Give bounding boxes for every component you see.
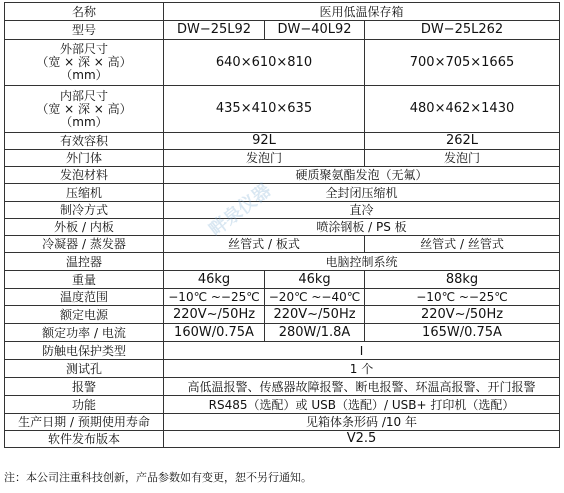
alarm-value: 高低温报警、传感器故障报警、断电报警、环温高报警、开门报警 [164, 378, 560, 396]
table-row [5, 324, 560, 342]
table-row [5, 378, 560, 396]
rated-power-2: 280W/1.8A [265, 324, 365, 342]
row-label-weight: 重量 [5, 271, 164, 289]
table-row [5, 431, 560, 448]
row-label-temp-range: 温度范围 [5, 289, 164, 306]
inner-size-small: 435×410×635 [164, 86, 365, 133]
shock-value: I [164, 342, 560, 360]
row-label-model: 型号 [5, 21, 164, 40]
watermark-logo: 畔泉仪器 [205, 179, 276, 241]
row-label-power-supply: 额定电源 [5, 306, 164, 324]
row-label-rated-power: 额定功率 / 电流 [5, 324, 164, 342]
row-label-inner-size [5, 86, 164, 133]
power-supply-2: 220V~/50Hz [265, 306, 365, 324]
row-label-outer-size [5, 40, 164, 86]
product-name: 医用低温保存箱 [164, 3, 560, 21]
table-row [5, 396, 560, 414]
model-3: DW−25L262 [365, 21, 560, 40]
table-row [5, 253, 560, 271]
row-label-compressor: 压缩机 [5, 184, 164, 202]
capacity-small: 92L [164, 133, 365, 150]
table-row [5, 306, 560, 324]
table-row [5, 236, 560, 253]
row-label-door: 外门体 [5, 150, 164, 167]
row-label-shock: 防触电保护类型 [5, 342, 164, 360]
row-label-production: 生产日期 / 预期使用寿命 [5, 414, 164, 431]
outer-size-label-line2: （宽 × 深 × 高） [36, 55, 132, 69]
table-row [5, 219, 560, 236]
row-label-foam: 发泡材料 [5, 167, 164, 184]
capacity-large: 262L [365, 133, 560, 150]
compressor-value: 全封闭压缩机 [164, 184, 560, 202]
footnote: 注：本公司注重科技创新，产品参数如有变更，恕不另行通知。 [4, 471, 312, 484]
table-row [5, 21, 560, 40]
weight-3: 88kg [365, 271, 560, 289]
power-supply-1: 220V~/50Hz [164, 306, 265, 324]
software-value: V2.5 [164, 431, 560, 448]
table-row [5, 133, 560, 150]
rated-power-3: 165W/0.75A [365, 324, 560, 342]
row-label-panels: 外板 / 内板 [5, 219, 164, 236]
model-1: DW−25L92 [164, 21, 265, 40]
table-row [5, 360, 560, 378]
inner-size-label-line3: （mm） [60, 114, 108, 129]
temp-range-1: −10℃ ~−25℃ [164, 289, 265, 306]
door-small: 发泡门 [164, 150, 365, 167]
production-value: 见箱体条形码 /10 年 [164, 414, 560, 431]
door-large: 发泡门 [365, 150, 560, 167]
condenser-large: 丝管式 / 丝管式 [365, 236, 560, 253]
row-label-cooling: 制冷方式 [5, 202, 164, 219]
condenser-small: 丝管式 / 板式 [164, 236, 365, 253]
table-row [5, 414, 560, 431]
test-hole-value: 1 个 [164, 360, 560, 378]
outer-size-label-line1: 外部尺寸 [59, 42, 108, 56]
table-row [5, 86, 560, 133]
weight-1: 46kg [164, 271, 265, 289]
controller-value: 电脑控制系统 [164, 253, 560, 271]
foam-value: 硬质聚氨酯发泡（无氟） [164, 167, 560, 184]
table-row [5, 40, 560, 86]
weight-2: 46kg [265, 271, 365, 289]
table-row [5, 3, 560, 21]
cooling-value: 直冷 [164, 202, 560, 219]
row-label-software: 软件发布版本 [5, 431, 164, 448]
table-row [5, 289, 560, 306]
inner-size-label-line1: 内部尺寸 [59, 88, 108, 103]
row-label-capacity: 有效容积 [5, 133, 164, 150]
row-label-alarm: 报警 [5, 378, 164, 396]
inner-size-label-line2: （宽 × 深 × 高） [36, 101, 132, 116]
row-label-condenser: 冷凝器 / 蒸发器 [5, 236, 164, 253]
temp-range-2: −20℃ ~−40℃ [265, 289, 365, 306]
outer-size-small: 640×610×810 [164, 40, 365, 86]
row-label-controller: 温控器 [5, 253, 164, 271]
function-value: RS485（选配）或 USB（选配）/ USB+ 打印机（选配） [164, 396, 560, 414]
table-row [5, 150, 560, 167]
table-row [5, 184, 560, 202]
row-label-function: 功能 [5, 396, 164, 414]
power-supply-3: 220V~/50Hz [365, 306, 560, 324]
table-row [5, 167, 560, 184]
spec-table [4, 2, 560, 448]
outer-size-large: 700×705×1665 [365, 40, 560, 86]
row-label-name: 名称 [5, 3, 164, 21]
table-row [5, 202, 560, 219]
table-row [5, 271, 560, 289]
model-2: DW−40L92 [265, 21, 365, 40]
rated-power-1: 160W/0.75A [164, 324, 265, 342]
panels-value: 喷涂钢板 / PS 板 [164, 219, 560, 236]
temp-range-3: −10℃ ~−25℃ [365, 289, 560, 306]
table-row [5, 342, 560, 360]
row-label-test-hole: 测试孔 [5, 360, 164, 378]
inner-size-large: 480×462×1430 [365, 86, 560, 133]
outer-size-label-line3: （mm） [60, 68, 108, 82]
